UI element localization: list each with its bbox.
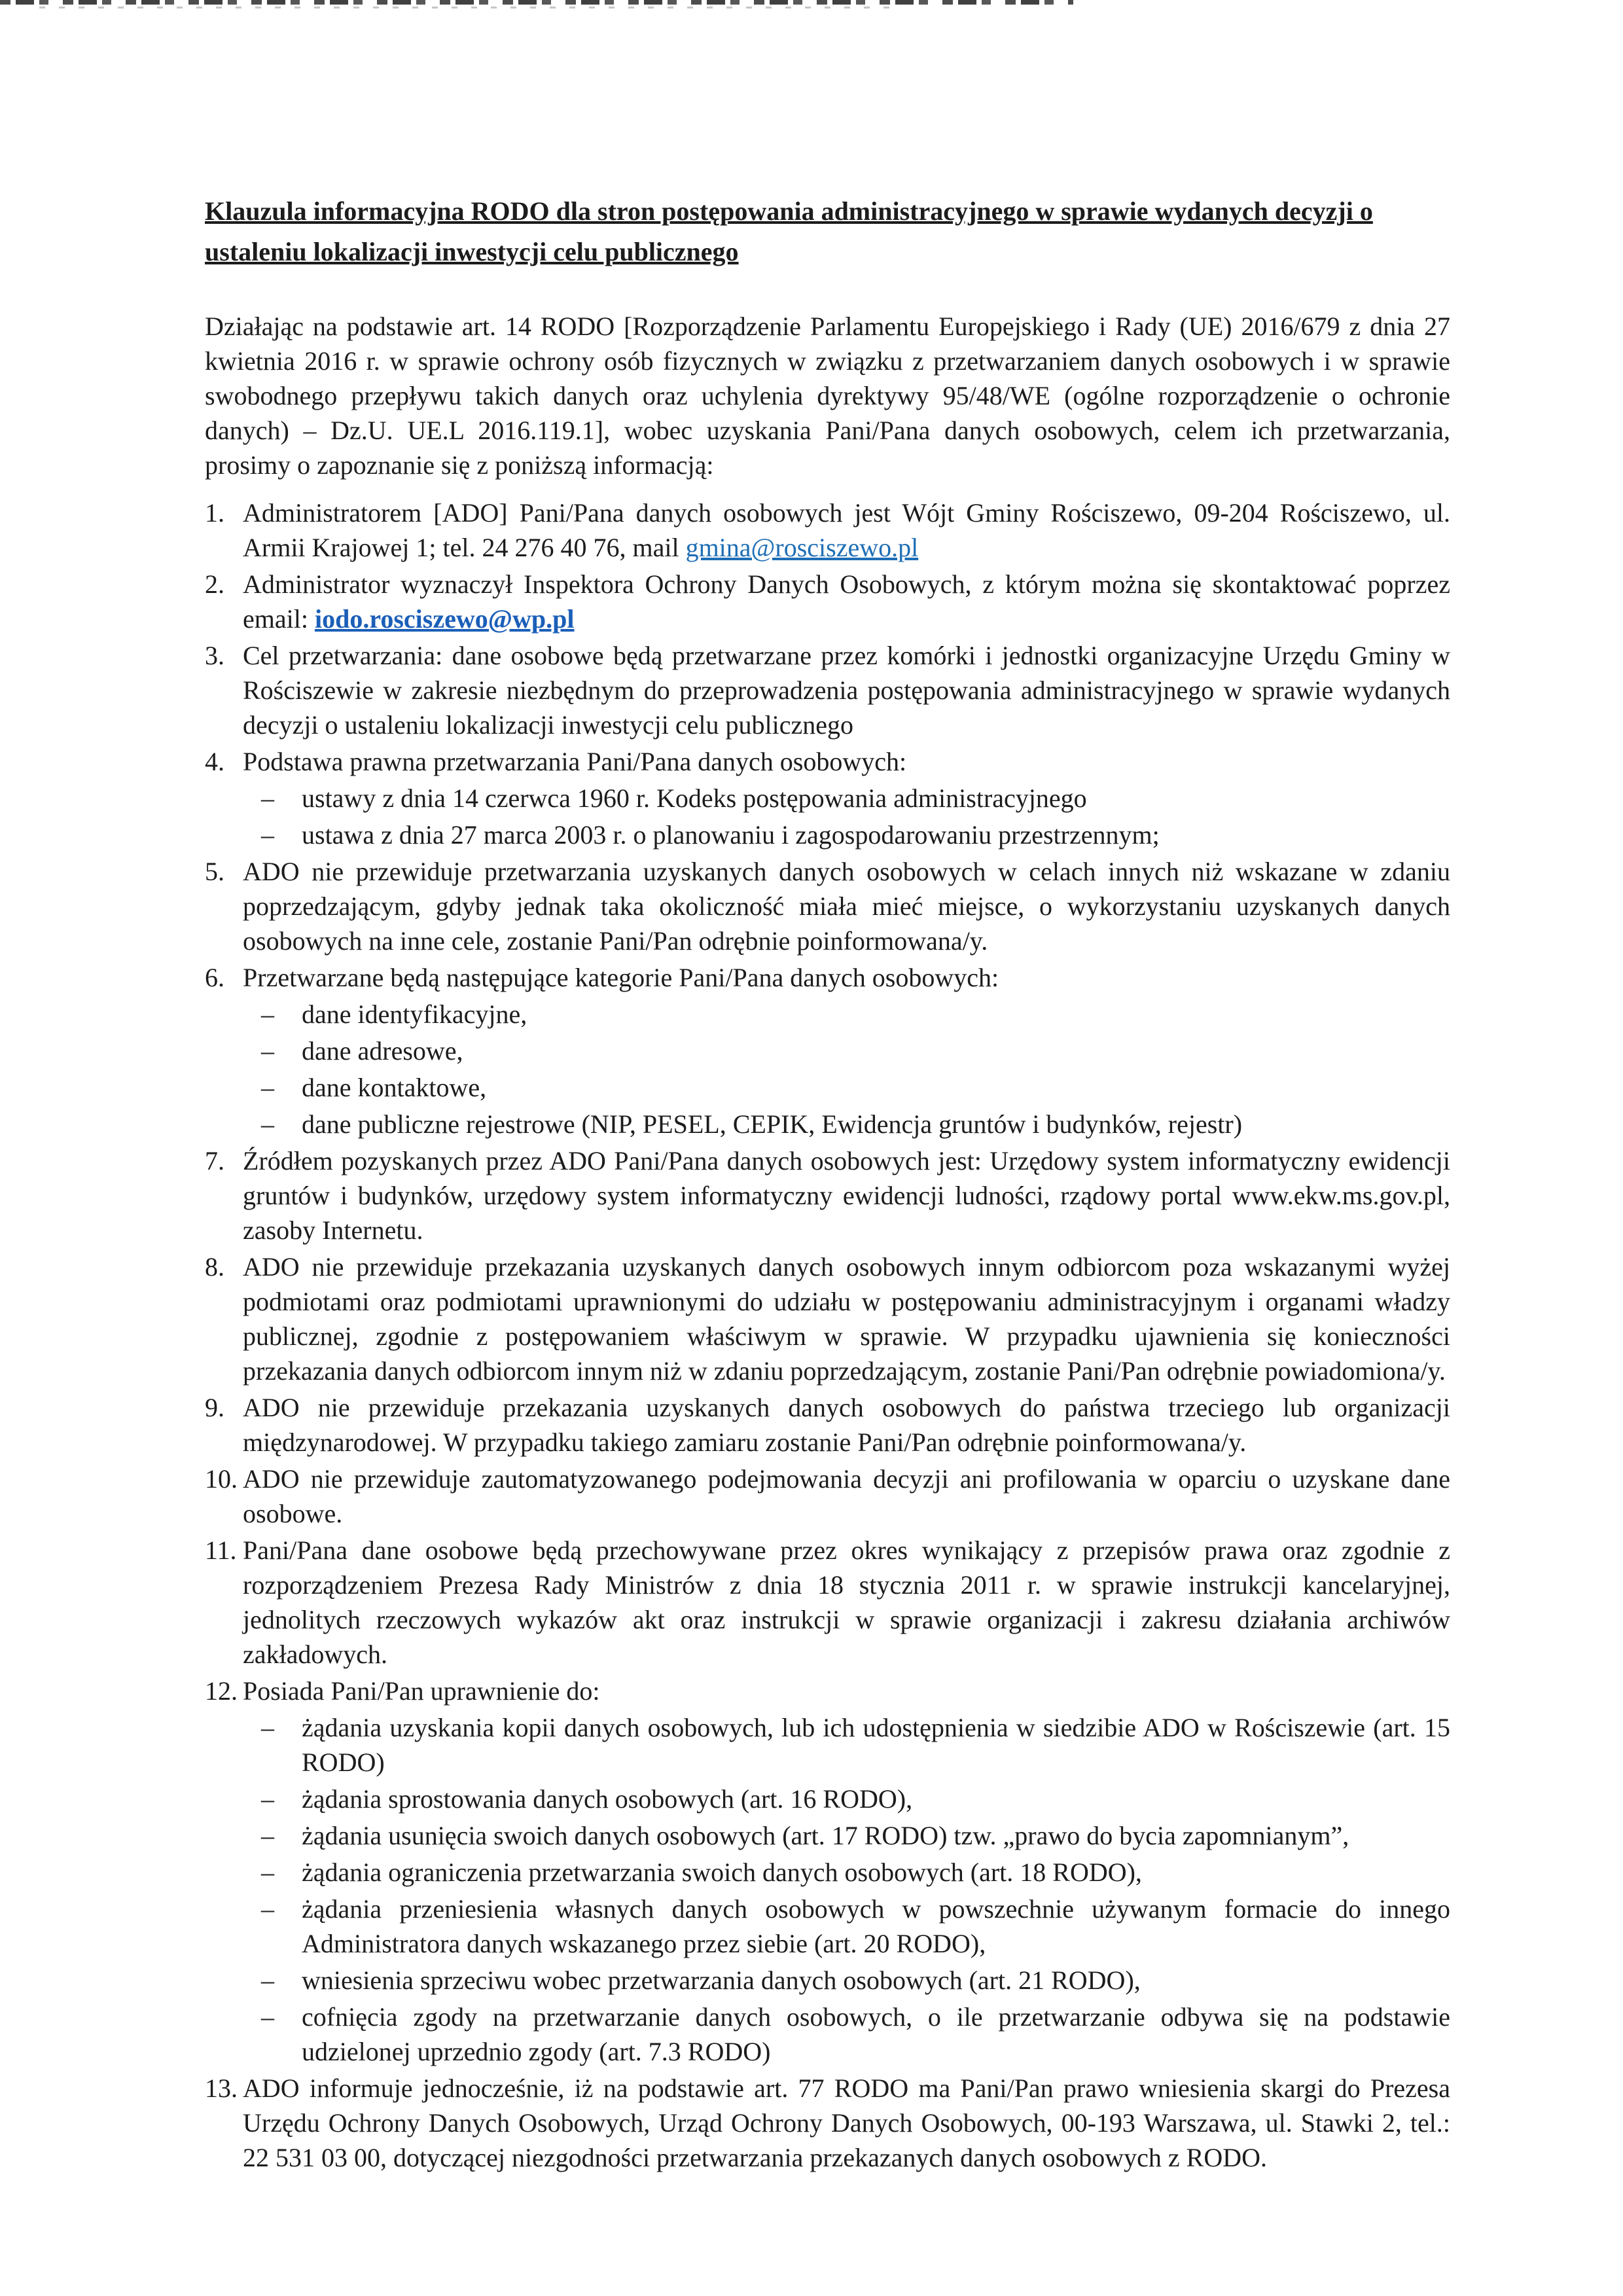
sub-list-item xyxy=(243,997,1450,1031)
sub-list-item xyxy=(243,817,1450,852)
list-item-data-categories xyxy=(205,960,1450,1141)
list-item-administrator xyxy=(205,495,1450,565)
sub-list-item xyxy=(243,1782,1450,1816)
sub-list-item-text: wniesienia sprzeciwu wobec przetwarzania danych osobowych (art. 21 RODO), xyxy=(302,1965,1141,1995)
list-item-purpose xyxy=(205,638,1450,742)
scanner-edge-artifact-faint xyxy=(39,7,890,9)
intro-paragraph: Działając na podstawie art. 14 RODO [Rozporządzenie Parlamentu Europejskiego i Rady (UE) 2016/679 z dnia 27 kwietnia 2016 r. w sprawie ochrony osób fizycznych w związku z przetwarzaniem danych osobowych i w sprawie swobodnego przepływu takich danych oraz uchylenia dyrektywy 95/48/WE (ogólne rozporządzenie o ochronie danych) – Dz.U. UE.L 2016.119.1], wobec uzyskania Pani/Pana danych osobowych, celem ich przetwarzania, prosimy o zapoznanie się z poniższą informacją: xyxy=(205,312,1450,480)
sub-list-item-text: dane adresowe, xyxy=(302,1036,463,1066)
list-item-inspector xyxy=(205,567,1450,636)
list-item-text: Pani/Pana dane osobowe będą przechowywane przez okres wynikający z przepisów prawa oraz zgodnie z rozporządzeniem Prezesa Rady Ministrów z dnia 18 stycznia 2011 r. w sprawie instrukcji kancelaryjnej, jednolitych rzeczowych wykazów akt oraz instrukcji w sprawie organizacji i zakresu działania archiwów zakładowych. xyxy=(243,1535,1450,1669)
sub-list-item-text: żądania usunięcia swoich danych osobowych (art. 17 RODO) tzw. „prawo do bycia zapomnianym”, xyxy=(302,1821,1349,1850)
rights-sub-list xyxy=(243,1710,1450,2069)
sub-list-item xyxy=(243,1710,1450,1780)
sub-list-item-text: ustawy z dnia 14 czerwca 1960 r. Kodeks postępowania administracyjnego xyxy=(302,783,1087,813)
list-item-no-third-country xyxy=(205,1390,1450,1460)
iodo-email-link[interactable]: iodo.rosciszewo@wp.pl xyxy=(314,604,575,634)
sub-list-item xyxy=(243,781,1450,816)
gmina-email-link[interactable]: gmina@rosciszewo.pl xyxy=(685,533,919,562)
sub-list-item-text: żądania uzyskania kopii danych osobowych, lub ich udostępnienia w siedzibie ADO w Rościszewie (art. 15 RODO) xyxy=(302,1713,1450,1777)
list-item-no-other-purposes xyxy=(205,854,1450,958)
legal-basis-sub-list xyxy=(243,781,1450,852)
list-item-text: Przetwarzane będą następujące kategorie Pani/Pana danych osobowych: xyxy=(243,963,999,992)
list-item-no-other-recipients xyxy=(205,1249,1450,1388)
list-item-text: ADO nie przewiduje przetwarzania uzyskanych danych osobowych w celach innych niż wskazane w zdaniu poprzedzającym, gdyby jednak taka okoliczność miała mieć miejsce, o wykorzystaniu uzyskanych danych osobowych na inne cele, zostanie Pani/Pan odrębnie poinformowana/y. xyxy=(243,857,1450,956)
sub-list-item-text: dane publiczne rejestrowe (NIP, PESEL, CEPIK, Ewidencja gruntów i budynków, rejestr) xyxy=(302,1109,1243,1139)
sub-list-item-text: żądania ograniczenia przetwarzania swoich danych osobowych (art. 18 RODO), xyxy=(302,1857,1142,1887)
list-item-text: Podstawa prawna przetwarzania Pani/Pana danych osobowych: xyxy=(243,747,907,776)
list-item-no-automated-decisions xyxy=(205,1462,1450,1531)
sub-list-item xyxy=(243,2000,1450,2069)
rodo-clause-list xyxy=(205,495,1450,2175)
list-item-text: Administrator wyznaczył Inspektora Ochrony Danych Osobowych, z którym można się skontaktować poprzez email: xyxy=(243,569,1450,634)
list-item-text: Administratorem [ADO] Pani/Pana danych osobowych jest Wójt Gminy Rościszewo, 09-204 Rościszewo, ul. Armii Krajowej 1; tel. 24 276 40 76, mail xyxy=(243,498,1450,562)
list-item-text: ADO informuje jednocześnie, iż na podstawie art. 77 RODO ma Pani/Pan prawo wniesienia skargi do Prezesa Urzędu Ochrony Danych Osobowych, Urząd Ochrony Danych Osobowych, 00-193 Warszawa, ul. Stawki 2, tel.: 22 531 03 00, dotyczącej niezgodności przetwarzania przekazanych danych osobowych z RODO. xyxy=(243,2073,1450,2172)
sub-list-item-text: żądania przeniesienia własnych danych osobowych w powszechnie używanym formacie do innego Administratora danych wskazanego przez siebie (art. 20 RODO), xyxy=(302,1894,1450,1958)
sub-list-item xyxy=(243,1963,1450,1998)
sub-list-item-text: cofnięcia zgody na przetwarzanie danych osobowych, o ile przetwarzanie odbywa się na podstawie udzielonej uprzednio zgody (art. 7.3 RODO) xyxy=(302,2002,1450,2066)
sub-list-item-text: ustawa z dnia 27 marca 2003 r. o planowaniu i zagospodarowaniu przestrzennym; xyxy=(302,820,1160,850)
sub-list-item xyxy=(243,1033,1450,1068)
sub-list-item-text: dane identyfikacyjne, xyxy=(302,999,527,1029)
list-item-text: Posiada Pani/Pan uprawnienie do: xyxy=(243,1676,600,1706)
document-content xyxy=(205,191,1450,2175)
list-item-legal-basis xyxy=(205,744,1450,852)
list-item-text: ADO nie przewiduje przekazania uzyskanych danych osobowych do państwa trzeciego lub organizacji międzynarodowej. W przypadku takiego zamiaru zostanie Pani/Pan odrębnie poinformowana/y. xyxy=(243,1393,1450,1457)
list-item-text: Cel przetwarzania: dane osobowe będą przetwarzane przez komórki i jednostki organizacyjne Urzędu Gminy w Rościszewie w zakresie niezbędnym do przeprowadzenia postępowania administracyjnego w sprawie wydanych decyzji o ustaleniu lokalizacji inwestycji celu publicznego xyxy=(243,641,1450,740)
list-item-rights xyxy=(205,1674,1450,2069)
list-item-retention-period xyxy=(205,1533,1450,1672)
sub-list-item xyxy=(243,1070,1450,1105)
list-item-text: Źródłem pozyskanych przez ADO Pani/Pana danych osobowych jest: Urzędowy system informatyczny ewidencji gruntów i budynków, urzędowy system informatyczny ewidencji ludności, rządowy portal www.ekw.ms.gov.pl, zasoby Internetu. xyxy=(243,1146,1450,1245)
sub-list-item xyxy=(243,1892,1450,1961)
sub-list-item-text: żądania sprostowania danych osobowych (art. 16 RODO), xyxy=(302,1784,913,1814)
sub-list-item xyxy=(243,1855,1450,1890)
document-title-line-2: ustaleniu lokalizacji inwestycji celu publicznego xyxy=(205,237,739,266)
list-item-text: ADO nie przewiduje przekazania uzyskanych danych osobowych innym odbiorcom poza wskazanymi wyżej podmiotami oraz podmiotami uprawnionymi do udziału w postępowaniu administracyjnym i organami władzy publicznej, zgodnie z postępowaniem właściwym w sprawie. W przypadku ujawnienia się konieczności przekazania danych odbiorcom innym niż w zdaniu poprzedzającym, zostanie Pani/Pan odrębnie powiadomiona/y. xyxy=(243,1252,1450,1386)
list-item-complaint-right xyxy=(205,2071,1450,2175)
scanner-edge-artifact xyxy=(0,0,1073,5)
sub-list-item xyxy=(243,1818,1450,1853)
list-item-data-sources xyxy=(205,1143,1450,1247)
sub-list-item-text: dane kontaktowe, xyxy=(302,1073,487,1102)
list-item-text: ADO nie przewiduje zautomatyzowanego podejmowania decyzji ani profilowania w oparciu o uzyskane dane osobowe. xyxy=(243,1464,1450,1528)
document-title xyxy=(205,191,1450,272)
sub-list-item xyxy=(243,1107,1450,1141)
document-title-line-1: Klauzula informacyjna RODO dla stron postępowania administracyjnego w sprawie wydanych decyzji o xyxy=(205,196,1373,226)
data-categories-sub-list xyxy=(243,997,1450,1141)
